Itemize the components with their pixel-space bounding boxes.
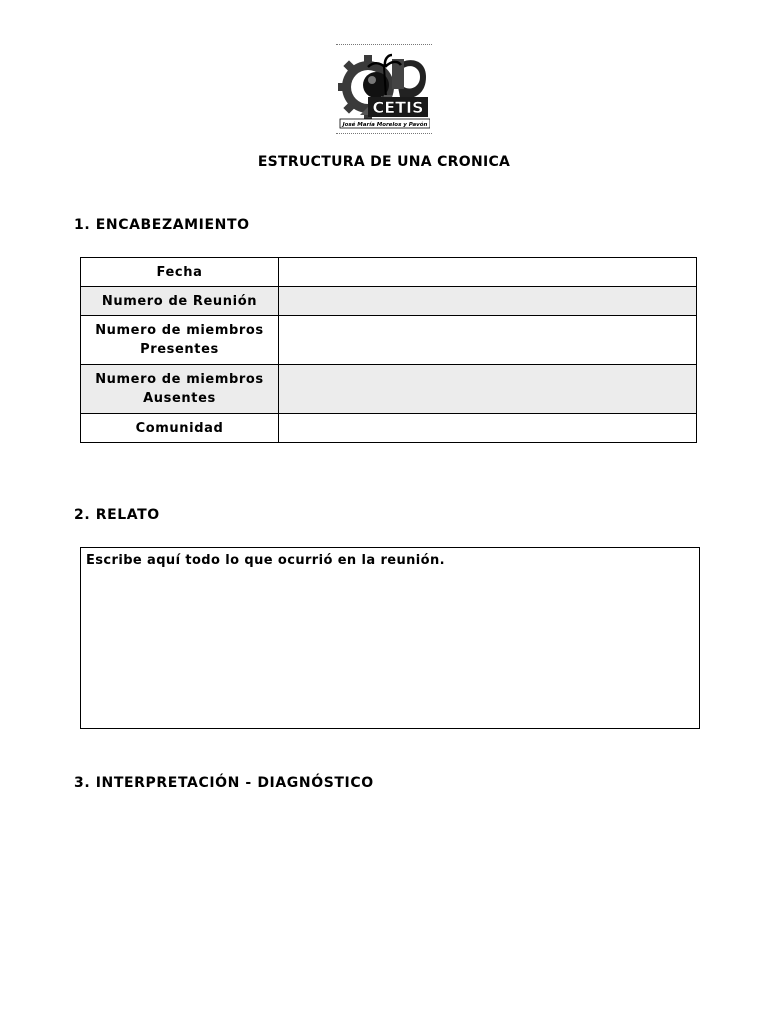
row-value-miembros-ausentes[interactable]: [279, 365, 697, 414]
school-emblem-icon: [338, 49, 430, 129]
story-text: Escribe aquí todo lo que ocurrió en la reunión.: [86, 553, 445, 568]
row-value-numero-reunion[interactable]: [279, 287, 697, 316]
table-row: [81, 414, 697, 443]
document-title: ESTRUCTURA DE UNA CRONICA: [257, 154, 511, 170]
section-heading-encabezamiento: 1. ENCABEZAMIENTO: [74, 217, 250, 233]
row-value-miembros-presentes[interactable]: [279, 316, 697, 365]
table-row: [81, 316, 697, 365]
school-logo: [336, 44, 432, 134]
row-label-miembros-presentes: Numero de miembros Presentes: [81, 316, 279, 365]
row-value-fecha[interactable]: [279, 258, 697, 287]
row-label-miembros-ausentes: Numero de miembros Ausentes: [81, 365, 279, 414]
row-value-comunidad[interactable]: [279, 414, 697, 443]
section-heading-interpretacion: 3. INTERPRETACIÓN - DIAGNÓSTICO: [74, 775, 374, 791]
section-heading-relato: 2. RELATO: [74, 507, 160, 523]
table-row: [81, 365, 697, 414]
row-label-comunidad: Comunidad: [81, 414, 279, 443]
header-table: [80, 257, 697, 443]
logo-text: CETIS: [372, 98, 424, 117]
table-row: [81, 258, 697, 287]
logo-motto: José María Morelos y Pavón: [342, 122, 428, 128]
row-label-numero-reunion: Numero de Reunión: [81, 287, 279, 316]
table-row: [81, 287, 697, 316]
story-text-box[interactable]: [80, 547, 700, 729]
row-label-fecha: Fecha: [81, 258, 279, 287]
